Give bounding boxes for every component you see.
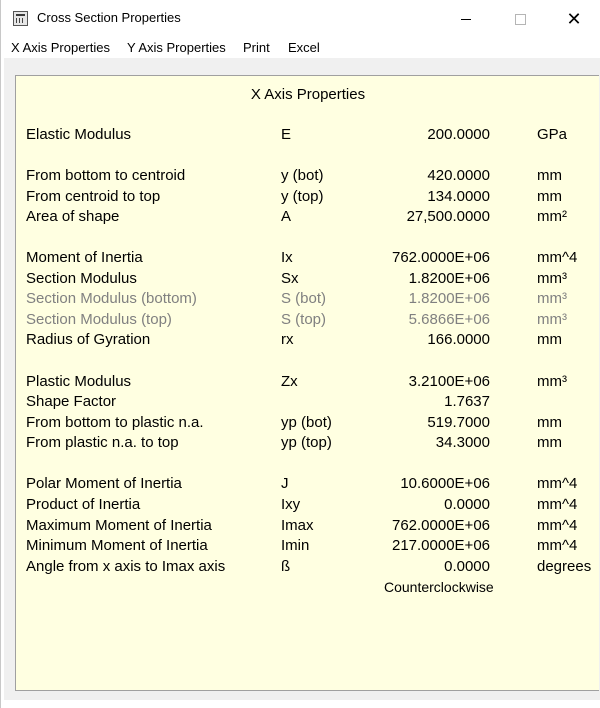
property-symbol: Ix <box>281 249 293 266</box>
property-label: Maximum Moment of Inertia <box>26 517 212 534</box>
property-unit: mm³ <box>537 373 567 390</box>
minimize-icon <box>461 19 471 20</box>
window-bottom-edge <box>1 700 600 708</box>
property-label: Moment of Inertia <box>26 249 143 266</box>
menu-print[interactable]: Print <box>243 40 270 55</box>
property-row <box>16 517 600 537</box>
property-label: Product of Inertia <box>26 496 141 513</box>
property-row <box>16 393 600 413</box>
property-row <box>16 331 600 351</box>
property-row <box>16 311 600 331</box>
property-label: From bottom to plastic n.a. <box>26 414 204 431</box>
property-unit: degrees <box>537 558 592 575</box>
property-value: 762.0000E+06 <box>391 249 490 266</box>
property-label: Polar Moment of Inertia <box>26 475 182 492</box>
property-value: 762.0000E+06 <box>391 517 490 534</box>
property-label: Minimum Moment of Inertia <box>26 537 208 554</box>
property-row <box>16 414 600 434</box>
property-row <box>16 558 600 578</box>
property-symbol: y (bot) <box>281 167 324 184</box>
property-value: 1.8200E+06 <box>408 270 490 287</box>
property-symbol: yp (top) <box>281 434 332 451</box>
property-symbol: E <box>281 126 292 143</box>
property-value: 134.0000 <box>427 188 490 205</box>
property-symbol: Imax <box>281 517 314 534</box>
property-label: From centroid to top <box>26 188 161 205</box>
property-value: 420.0000 <box>427 167 490 184</box>
property-row <box>16 188 600 208</box>
property-unit: GPa <box>537 126 568 143</box>
property-value: 519.7000 <box>427 414 490 431</box>
property-label: Section Modulus <box>26 270 137 287</box>
property-symbol: Ixy <box>281 496 301 513</box>
property-symbol: ß <box>281 558 291 575</box>
property-value: 0.0000 <box>444 558 490 575</box>
property-unit: mm^4 <box>537 537 578 554</box>
app-icon[interactable] <box>13 11 28 26</box>
maximize-button[interactable] <box>497 0 543 38</box>
property-symbol: Sx <box>281 270 299 287</box>
property-row <box>16 290 600 310</box>
property-unit: mm³ <box>537 311 567 328</box>
property-symbol: S (top) <box>281 311 327 328</box>
property-value: 3.2100E+06 <box>408 373 490 390</box>
property-value: 34.3000 <box>435 434 490 451</box>
property-row <box>16 434 600 454</box>
menu-x-axis-properties[interactable]: X Axis Properties <box>11 40 110 55</box>
property-symbol: S (bot) <box>281 290 327 307</box>
property-label: From plastic n.a. to top <box>26 434 179 451</box>
property-unit: mm <box>537 188 562 205</box>
property-row <box>16 270 600 290</box>
property-symbol: J <box>281 475 289 492</box>
property-unit: mm^4 <box>537 249 578 266</box>
property-symbol: Imin <box>281 537 310 554</box>
window-title: Cross Section Properties <box>37 10 181 25</box>
x-axis-properties-panel <box>15 75 599 691</box>
property-symbol: y (top) <box>281 188 324 205</box>
property-unit: mm^4 <box>537 475 578 492</box>
property-label: Plastic Modulus <box>26 373 132 390</box>
property-row <box>16 475 600 495</box>
property-value: 1.8200E+06 <box>408 290 490 307</box>
property-label: From bottom to centroid <box>26 167 186 184</box>
rotation-direction: Counterclockwise <box>384 579 494 595</box>
property-row <box>16 126 600 146</box>
close-button[interactable] <box>551 0 597 38</box>
property-unit: mm <box>537 167 562 184</box>
close-icon: ✕ <box>566 8 582 29</box>
property-row <box>16 167 600 187</box>
property-unit: mm^4 <box>537 496 578 513</box>
property-unit: mm² <box>537 208 567 225</box>
property-label: Section Modulus (top) <box>26 311 172 328</box>
property-row <box>16 373 600 393</box>
property-value: 0.0000 <box>444 496 490 513</box>
property-symbol: yp (bot) <box>281 414 332 431</box>
property-value: 1.7637 <box>444 393 490 410</box>
property-label: Area of shape <box>26 208 120 225</box>
menu-y-axis-properties[interactable]: Y Axis Properties <box>127 40 226 55</box>
property-label: Angle from x axis to Imax axis <box>26 558 226 575</box>
property-label: Shape Factor <box>26 393 117 410</box>
property-label: Section Modulus (bottom) <box>26 290 197 307</box>
property-row <box>16 208 600 228</box>
property-unit: mm <box>537 331 562 348</box>
property-label: Elastic Modulus <box>26 126 132 143</box>
property-label: Radius of Gyration <box>26 331 151 348</box>
menu-excel[interactable]: Excel <box>288 40 320 55</box>
property-unit: mm <box>537 434 562 451</box>
property-unit: mm <box>537 414 562 431</box>
property-row <box>16 537 600 557</box>
maximize-icon <box>515 14 526 25</box>
property-symbol: A <box>281 208 292 225</box>
property-symbol: Zx <box>281 373 298 390</box>
property-symbol: rx <box>281 331 294 348</box>
menu-bar <box>1 38 600 58</box>
property-value: 10.6000E+06 <box>400 475 490 492</box>
minimize-button[interactable] <box>443 0 489 38</box>
property-row <box>16 249 600 269</box>
property-row <box>16 496 600 516</box>
property-value: 166.0000 <box>427 331 490 348</box>
property-value: 200.0000 <box>427 126 490 143</box>
property-unit: mm^4 <box>537 517 578 534</box>
property-unit: mm³ <box>537 290 567 307</box>
property-value: 5.6866E+06 <box>408 311 490 328</box>
property-unit: mm³ <box>537 270 567 287</box>
property-value: 27,500.0000 <box>406 208 490 225</box>
panel-title: X Axis Properties <box>250 86 366 103</box>
title-bar[interactable] <box>1 0 600 38</box>
property-value: 217.0000E+06 <box>391 537 490 554</box>
